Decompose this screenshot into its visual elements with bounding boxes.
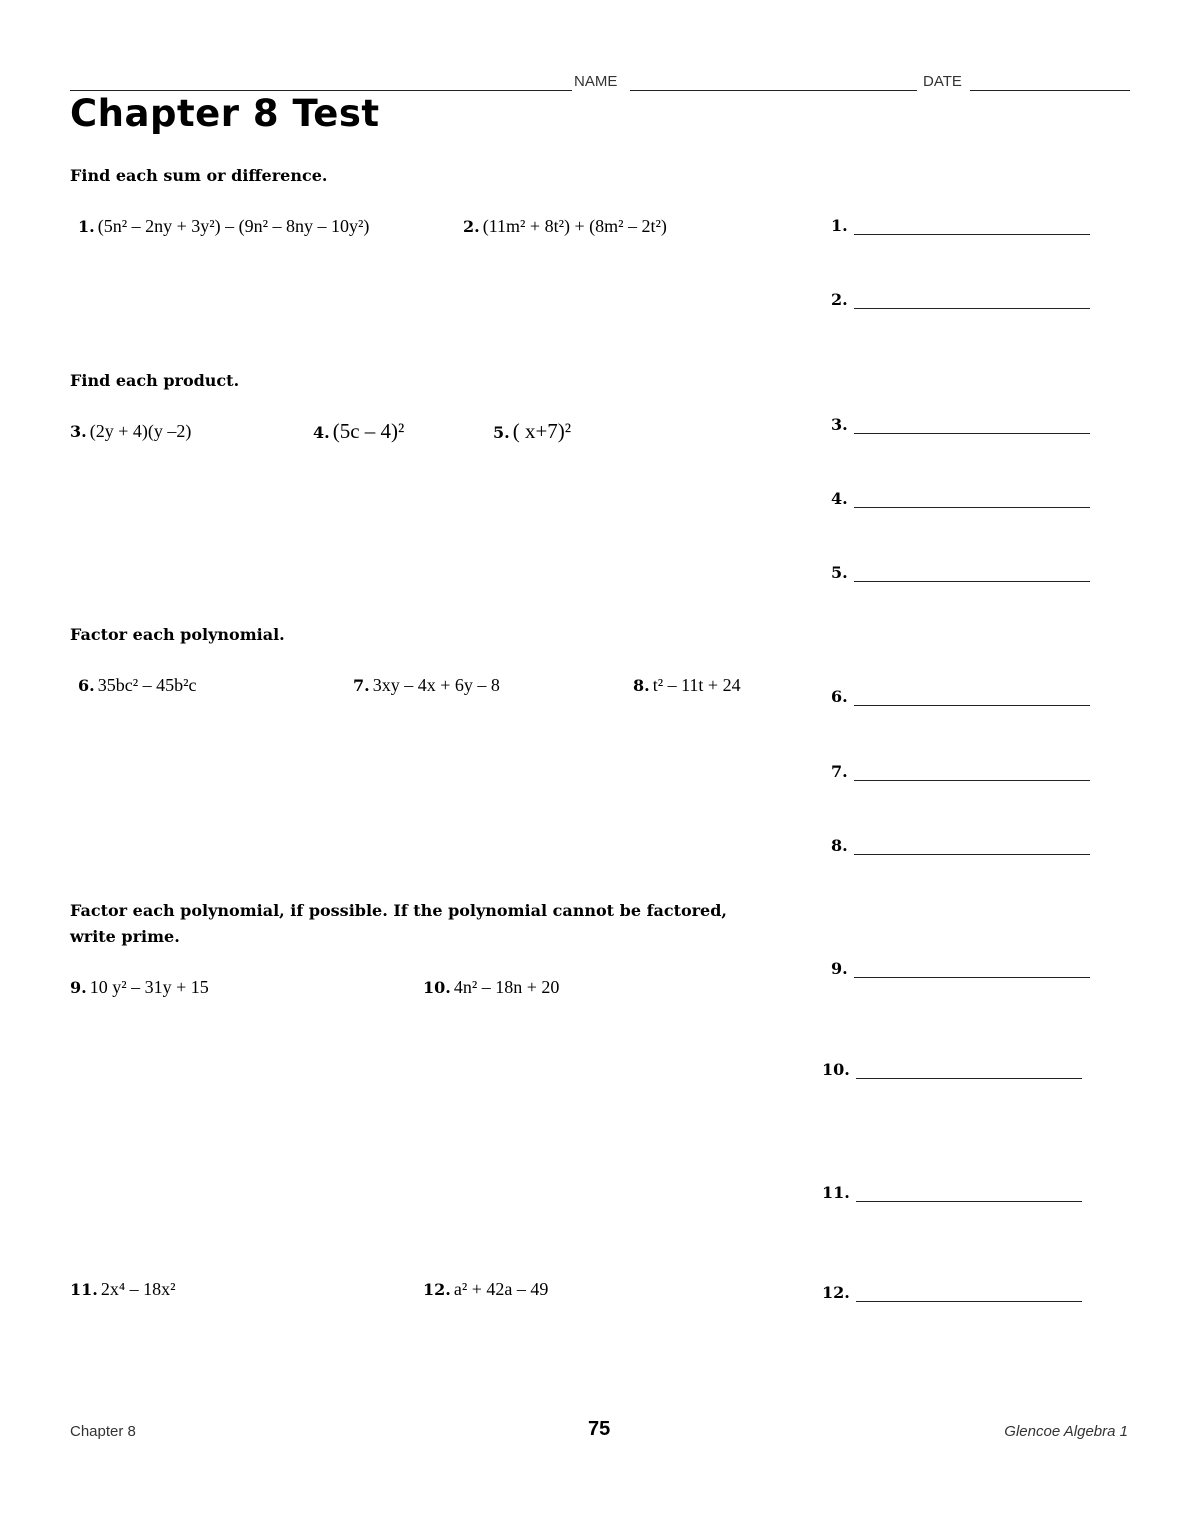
answer-line[interactable] <box>854 581 1090 582</box>
problem-expression: (5n² – 2ny + 3y²) – (9n² – 8ny – 10y²) <box>97 216 370 236</box>
answer-blank-6[interactable] <box>831 687 1090 706</box>
problem-3 <box>70 421 191 442</box>
answer-blank-10[interactable] <box>822 1060 1082 1079</box>
problem-6 <box>78 675 196 696</box>
problem-1 <box>78 216 369 237</box>
answer-blank-5[interactable] <box>831 563 1090 582</box>
answer-label: 9. <box>831 959 848 978</box>
answer-blank-11[interactable] <box>822 1183 1082 1202</box>
problem-expression: 10 y² – 31y + 15 <box>89 977 209 997</box>
section-instruction-factor-prime-line1: Factor each polynomial, if possible. If the polynomial cannot be factored, <box>70 901 727 920</box>
problem-expression: a² + 42a – 49 <box>453 1279 549 1299</box>
page-title: Chapter 8 Test <box>70 92 380 135</box>
problem-2 <box>463 216 667 237</box>
problem-number: 10. <box>423 978 451 997</box>
problem-number: 3. <box>70 422 87 441</box>
answer-line[interactable] <box>856 1078 1082 1079</box>
problem-number: 4. <box>313 423 330 442</box>
answer-label: 7. <box>831 762 848 781</box>
problem-expression: (5c – 4)² <box>332 419 405 443</box>
footer-publisher: Glencoe Algebra 1 <box>1004 1423 1128 1440</box>
answer-label: 4. <box>831 489 848 508</box>
answer-blank-1[interactable] <box>831 216 1090 235</box>
answer-line[interactable] <box>856 1201 1082 1202</box>
answer-label: 11. <box>822 1183 850 1202</box>
problem-number: 2. <box>463 217 480 236</box>
problem-expression: 3xy – 4x + 6y – 8 <box>372 675 500 695</box>
problem-number: 9. <box>70 978 87 997</box>
answer-line[interactable] <box>854 705 1090 706</box>
name-label: NAME <box>574 73 618 90</box>
answer-blank-3[interactable] <box>831 415 1090 434</box>
answer-line[interactable] <box>854 308 1090 309</box>
page-number: 75 <box>588 1418 611 1440</box>
section-instruction-factor: Factor each polynomial. <box>70 625 285 644</box>
answer-label: 1. <box>831 216 848 235</box>
answer-line[interactable] <box>856 1301 1082 1302</box>
problem-number: 5. <box>493 423 510 442</box>
answer-blank-4[interactable] <box>831 489 1090 508</box>
answer-label: 5. <box>831 563 848 582</box>
answer-blank-8[interactable] <box>831 836 1090 855</box>
answer-blank-9[interactable] <box>831 959 1090 978</box>
problem-number: 6. <box>78 676 95 695</box>
problem-expression: ( x+7)² <box>512 419 572 443</box>
answer-line[interactable] <box>854 780 1090 781</box>
section-instruction-factor-prime-line2: write prime. <box>70 927 180 946</box>
answer-line[interactable] <box>854 507 1090 508</box>
problem-number: 11. <box>70 1280 98 1299</box>
section-instruction-product: Find each product. <box>70 371 240 390</box>
problem-11 <box>70 1279 176 1300</box>
problem-expression: (2y + 4)(y –2) <box>89 421 192 441</box>
problem-number: 12. <box>423 1280 451 1299</box>
footer-chapter: Chapter 8 <box>70 1423 136 1440</box>
problem-4 <box>313 419 404 444</box>
problem-expression: 4n² – 18n + 20 <box>453 977 560 997</box>
problem-number: 8. <box>633 676 650 695</box>
answer-label: 2. <box>831 290 848 309</box>
section-instruction-sum: Find each sum or difference. <box>70 166 328 185</box>
problem-5 <box>493 419 571 444</box>
answer-line[interactable] <box>854 854 1090 855</box>
answer-line[interactable] <box>854 234 1090 235</box>
problem-expression: t² – 11t + 24 <box>652 675 741 695</box>
problem-7 <box>353 675 500 696</box>
date-label: DATE <box>923 73 962 90</box>
problem-8 <box>633 675 741 696</box>
answer-line[interactable] <box>854 977 1090 978</box>
problem-12 <box>423 1279 548 1300</box>
date-field-line[interactable] <box>970 90 1130 91</box>
problem-9 <box>70 977 209 998</box>
answer-label: 10. <box>822 1060 850 1079</box>
problem-number: 1. <box>78 217 95 236</box>
answer-label: 3. <box>831 415 848 434</box>
problem-expression: (11m² + 8t²) + (8m² – 2t²) <box>482 216 667 236</box>
problem-expression: 35bc² – 45b²c <box>97 675 197 695</box>
name-line[interactable] <box>70 90 572 91</box>
problem-10 <box>423 977 559 998</box>
answer-blank-2[interactable] <box>831 290 1090 309</box>
answer-label: 12. <box>822 1283 850 1302</box>
answer-label: 8. <box>831 836 848 855</box>
answer-blank-12[interactable] <box>822 1283 1082 1302</box>
answer-blank-7[interactable] <box>831 762 1090 781</box>
name-field-line[interactable] <box>630 90 917 91</box>
problem-number: 7. <box>353 676 370 695</box>
answer-label: 6. <box>831 687 848 706</box>
problem-expression: 2x⁴ – 18x² <box>100 1279 176 1299</box>
answer-line[interactable] <box>854 433 1090 434</box>
